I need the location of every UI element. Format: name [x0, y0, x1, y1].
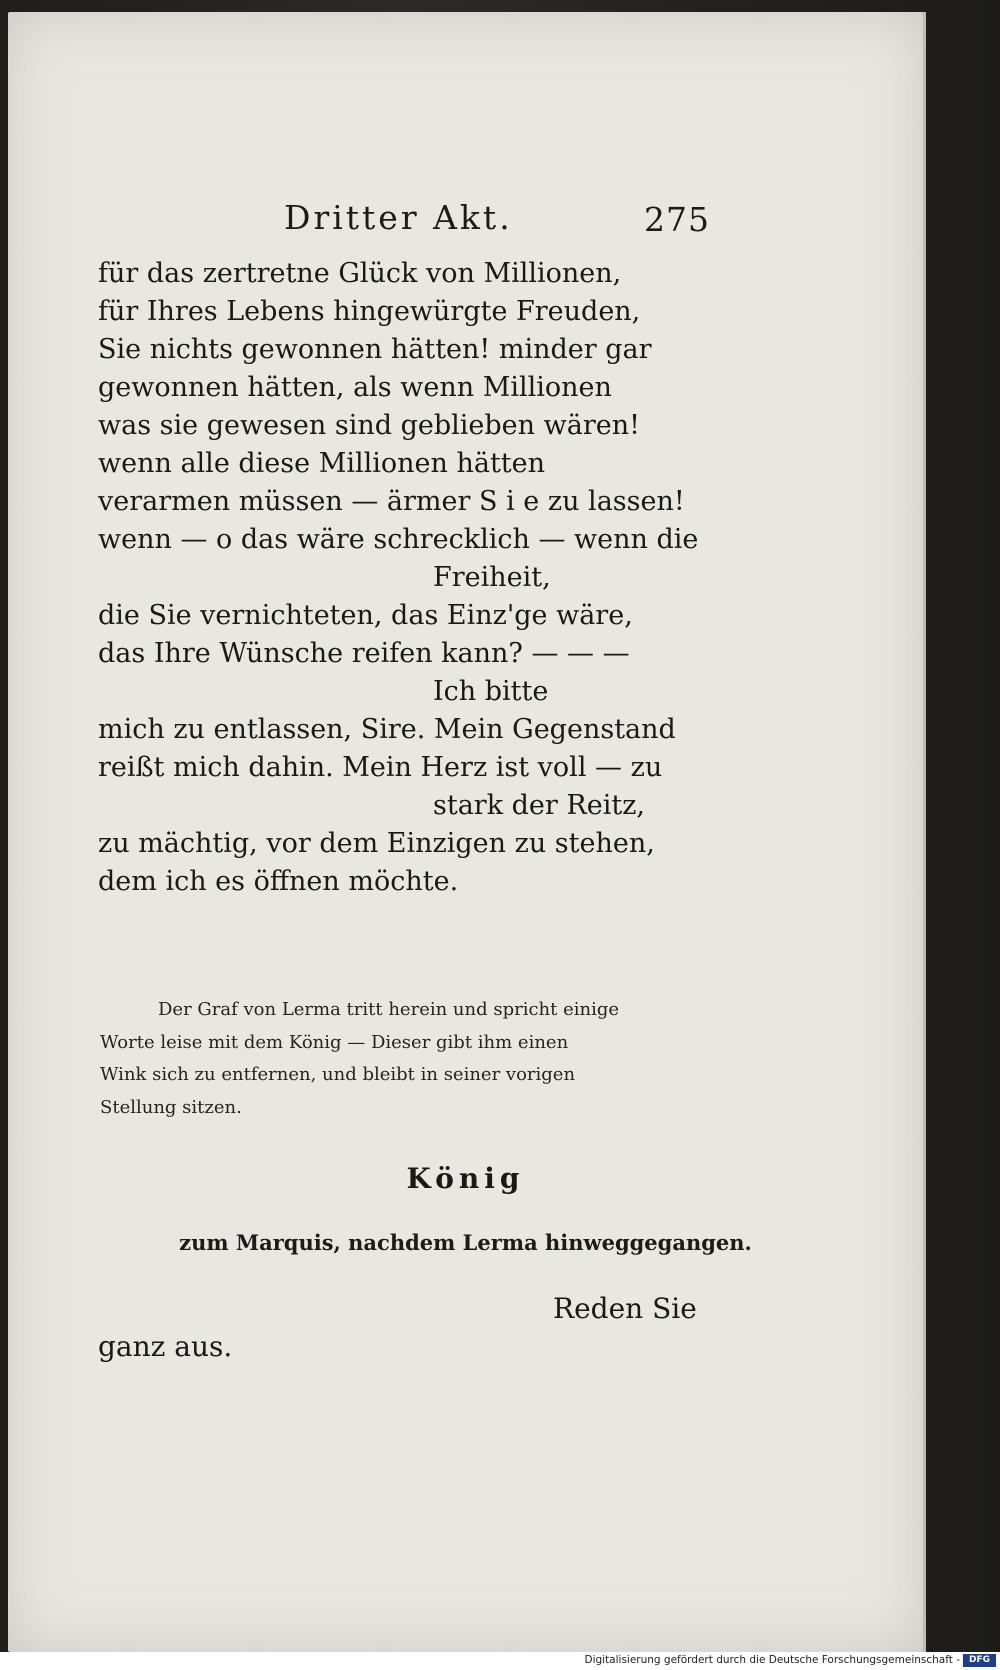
stage-direction-line: Der Graf von Lerma tritt herein und spricht einige [158, 999, 620, 1020]
verse-line: das Ihre Wünsche reifen kann? — — — [98, 638, 630, 669]
footer-credit: Digitalisierung gefördert durch die Deutsche Forschungsgemeinschaft - [584, 1654, 960, 1666]
speaker-direction: zum Marquis, nachdem Lerma hinweggegangen. [179, 1230, 752, 1255]
book-page [8, 12, 923, 1652]
verse-line: gewonnen hätten, als wenn Millionen [98, 372, 612, 403]
verse-line: reißt mich dahin. Mein Herz ist voll — zu [98, 752, 663, 783]
page-number: 275 [644, 200, 710, 239]
verse-line-continuation: Freiheit, [433, 562, 551, 593]
verse-line: verarmen müssen — ärmer S i e zu lassen! [98, 486, 685, 517]
running-head-title: Dritter Akt. [284, 198, 513, 237]
verse-line: für Ihres Lebens hingewürgte Freuden, [98, 296, 641, 327]
verse-line-continuation: Ich bitte [433, 676, 549, 707]
verse-line: wenn — o das wäre schrecklich — wenn die [98, 524, 699, 555]
verse-line: was sie gewesen sind geblieben wären! [98, 410, 640, 441]
stage-direction-line: Worte leise mit dem König — Dieser gibt ihm einen [100, 1031, 569, 1053]
verse-line: dem ich es öffnen möchte. [98, 866, 459, 897]
running-head [8, 198, 923, 248]
verse-line: zu mächtig, vor dem Einzigen zu stehen, [98, 828, 655, 859]
dfg-logo: DFG [963, 1654, 996, 1667]
speech-line: Reden Sie [553, 1292, 697, 1325]
verse-line: für das zertretne Glück von Millionen, [98, 258, 622, 289]
digitization-footer [0, 1652, 1000, 1670]
verse-line: die Sie vernichteten, das Einz'ge wäre, [98, 600, 633, 631]
speaker-name: König [406, 1162, 525, 1195]
verse-line: Sie nichts gewonnen hätten! minder gar [98, 334, 652, 365]
verse-line: mich zu entlassen, Sire. Mein Gegenstand [98, 714, 676, 745]
stage-direction [100, 994, 703, 1124]
stage-direction-line: Wink sich zu entfernen, und bleibt in seiner vorigen [100, 1064, 576, 1085]
speech-line: ganz aus. [98, 1330, 233, 1363]
stage-direction-line: Stellung sitzen. [100, 1096, 242, 1118]
verse-line: wenn alle diese Millionen hätten [98, 448, 546, 479]
verse-line-continuation: stark der Reitz, [433, 790, 646, 821]
